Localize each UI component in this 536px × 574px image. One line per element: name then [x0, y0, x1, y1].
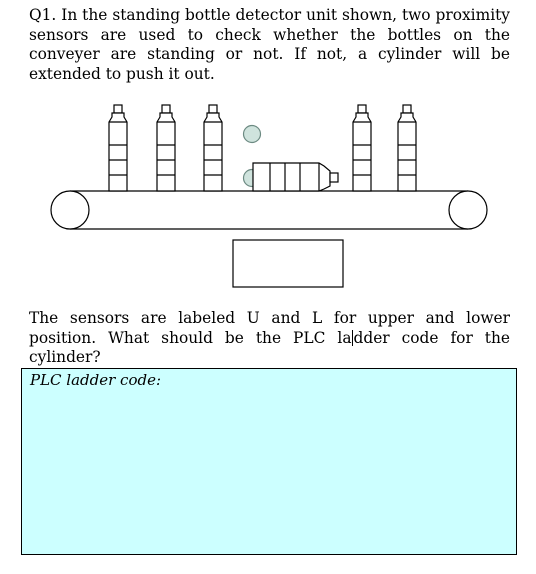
- ladder-code-answer-box[interactable]: [21, 368, 517, 555]
- standing-bottle: [109, 105, 127, 191]
- prompt-text-part: dder code for the cylinder?: [29, 328, 510, 366]
- answer-box-label: PLC ladder code:: [30, 371, 162, 389]
- right-roller: [449, 191, 487, 229]
- standing-bottle: [157, 105, 175, 191]
- prompt-text-part: The sensors are labeled U and L for upper and lower position. What should be the PLC la: [29, 309, 510, 347]
- standing-bottle: [353, 105, 371, 191]
- standing-bottle: [398, 105, 416, 191]
- fallen-bottle: [253, 163, 338, 191]
- upper-sensor: [244, 126, 261, 143]
- left-roller: [51, 191, 89, 229]
- conveyor-belt: [51, 191, 487, 229]
- question-intro-text: Q1. In the standing bottle detector unit shown, two proximity sensors are used to check whether the bottles on the conveyer are standing or not. If not, a cylinder will be extended to push it out.: [29, 6, 510, 83]
- push-cylinder: [233, 240, 343, 287]
- question-prompt-text: [29, 309, 510, 368]
- standing-bottle: [204, 105, 222, 191]
